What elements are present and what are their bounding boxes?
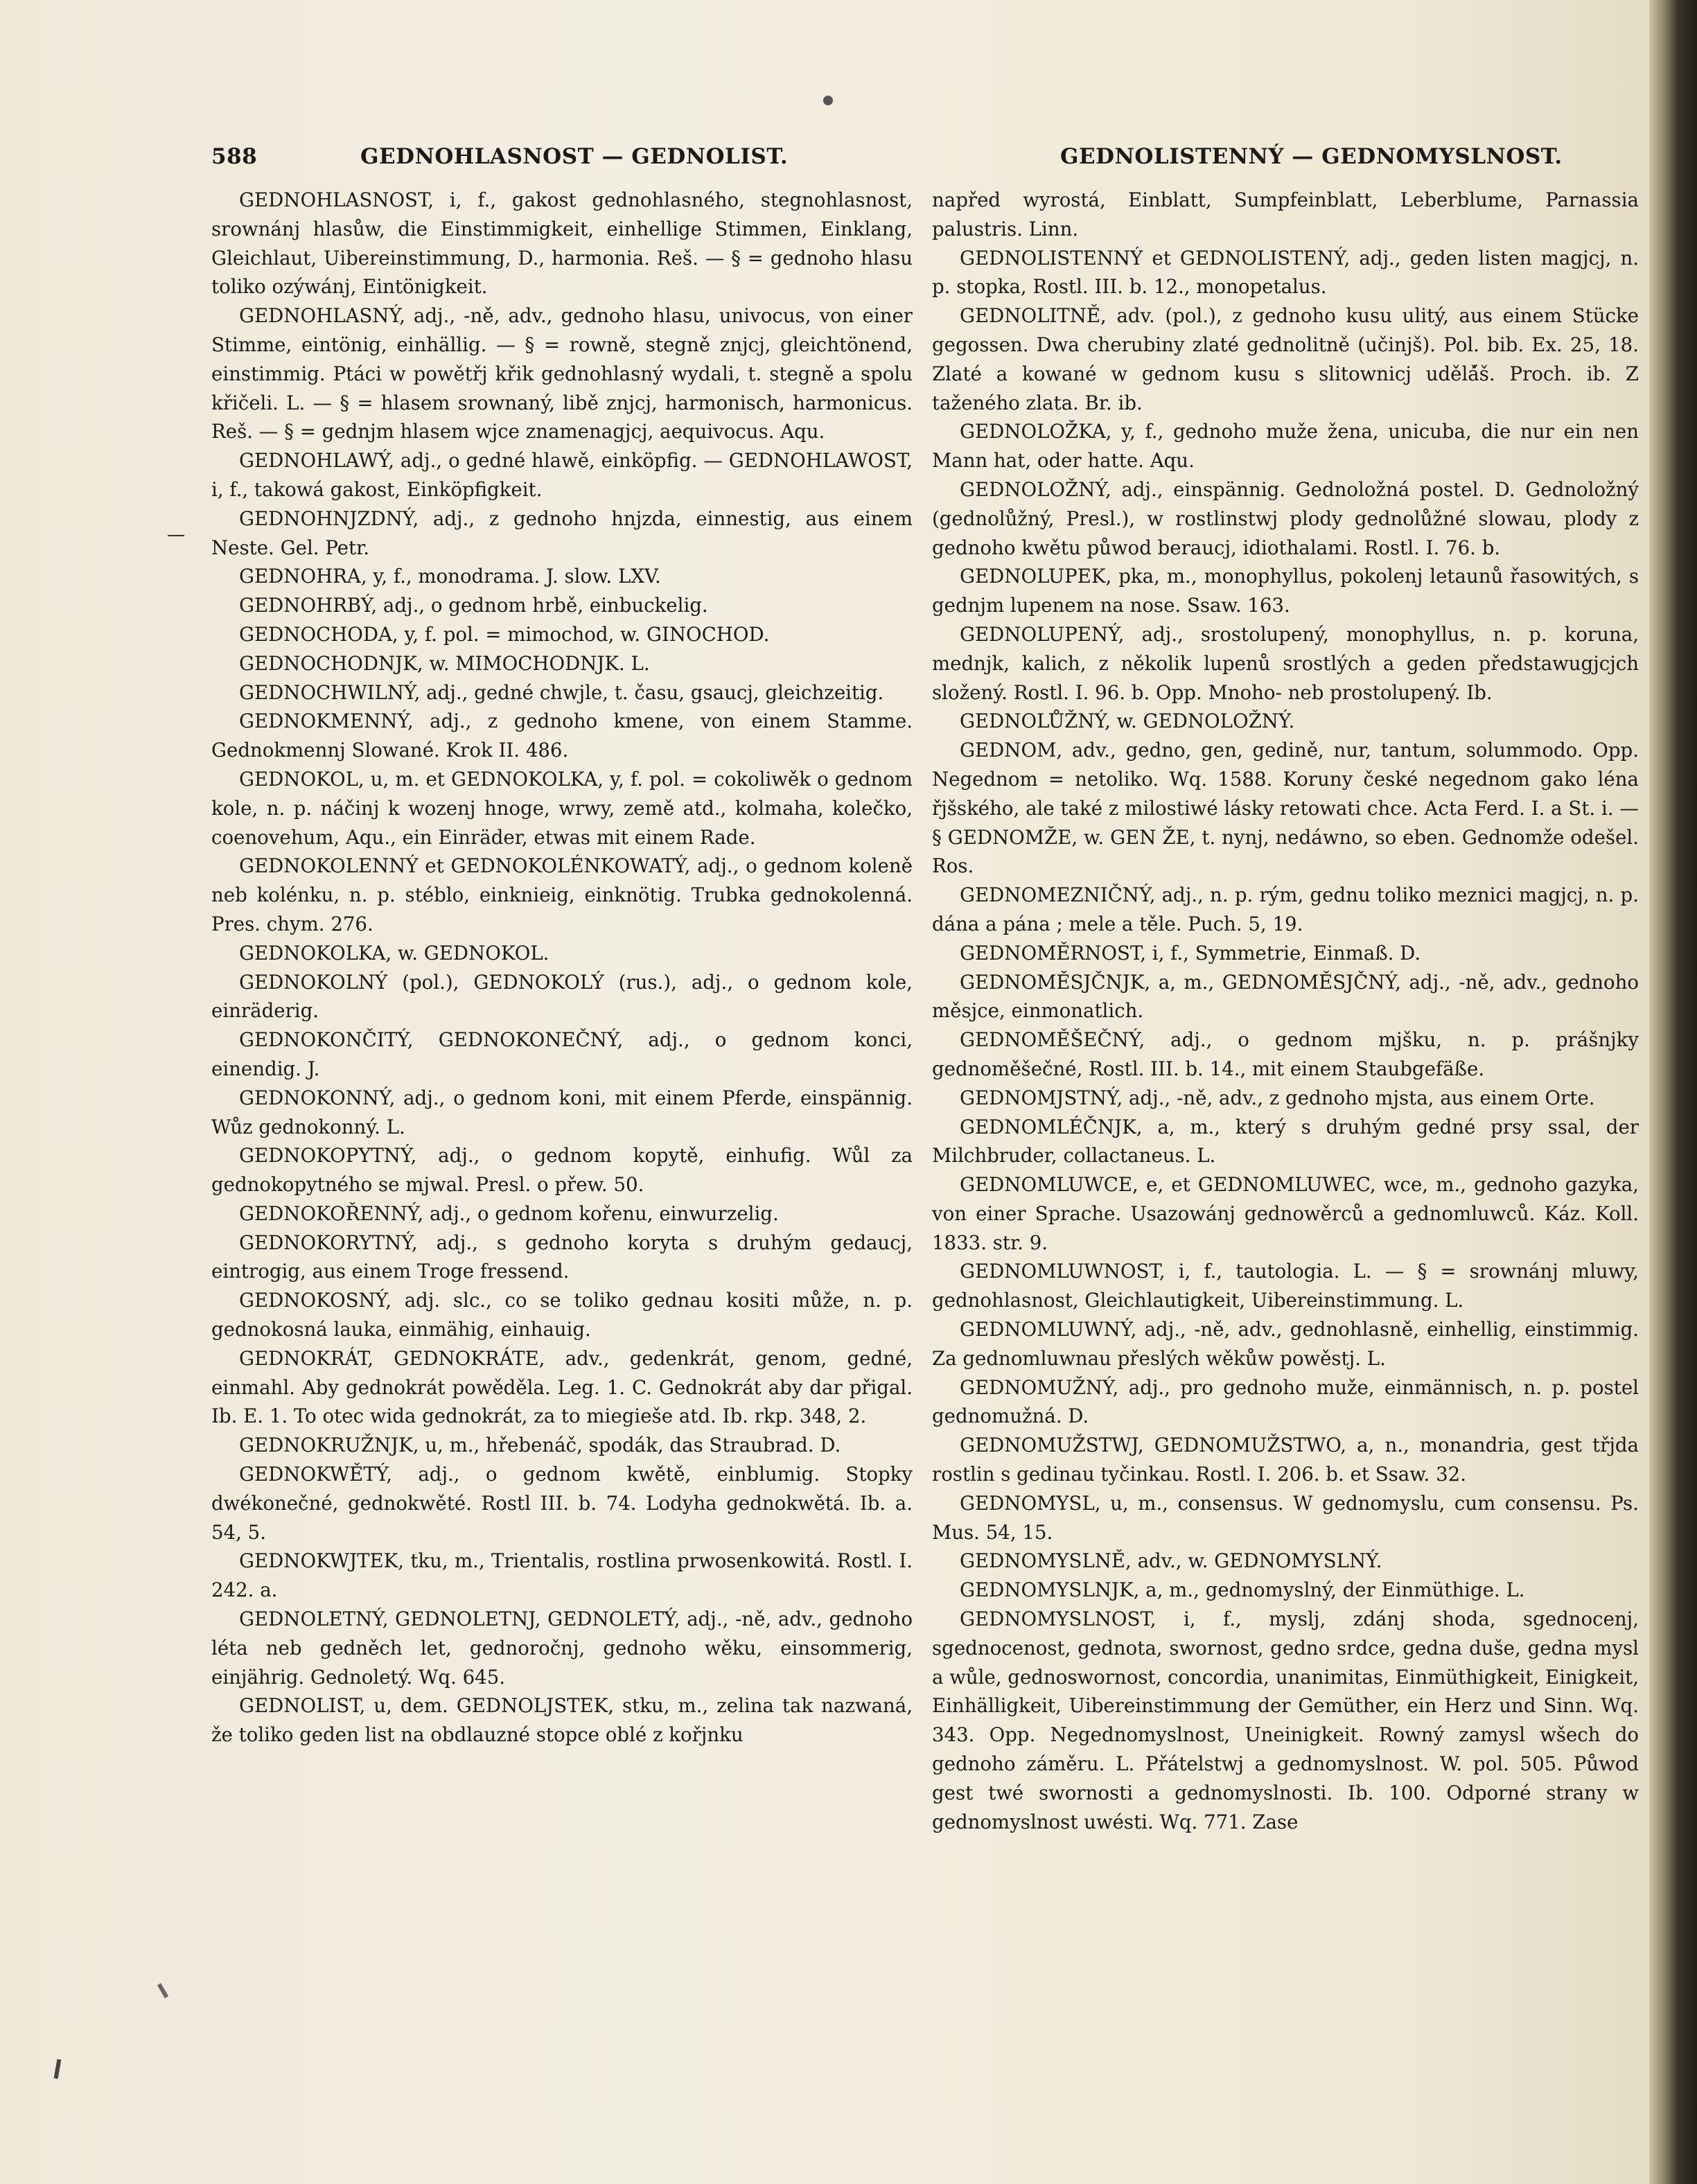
entry: GEDNOLETNÝ, GEDNOLETNJ, GEDNOLETÝ, adj., -ně, adv., gednoho léta neb gedněch let, gednoročnj, gednoho wěku, einsommerig, einjährig. Gednoletý. Wq. 645. (211, 1608, 913, 1689)
left-running-head: GEDNOHLASNOST — GEDNOLIST. (360, 144, 789, 169)
ink-spot (823, 96, 833, 105)
entry: GEDNOCHODNJK, w. MIMOCHODNJK. L. (239, 651, 650, 675)
entry: GEDNOKOL, u, m. et GEDNOKOLKA, y, f. pol. = cokoliwěk o gednom kole, n. p. náčinj k wozenj hnoge, wrwy, země atd., kolmaha, kolečko, coenovehum, Aqu., ein Einräder, etwas mit einem Rade. (211, 767, 913, 849)
entry: GEDNOMYSL, u, m., consensus. W gednomyslu, cum consensu. Ps. Mus. 54, 15. (932, 1491, 1639, 1544)
entry: GEDNOKONNÝ, adj., o gednom koni, mit einem Pferde, einspännig. Wůz gednokonný. L. (211, 1086, 913, 1138)
entry: GEDNOMYSLNĚ, adv., w. GEDNOMYSLNÝ. (960, 1549, 1382, 1573)
entry: GEDNOMJSTNÝ, adj., -ně, adv., z gednoho mjsta, aus einem Orte. (960, 1086, 1595, 1109)
page-number: 588 (211, 144, 258, 169)
entry: GEDNOHRBÝ, adj., o gednom hrbě, einbuckelig. (239, 594, 708, 617)
entry: GEDNOM, adv., gedno, gen, gedině, nur, tantum, solummodo. Opp. Negednom = netoliko. Wq. 1588. Koruny české negednom gako léna řjšského, ale také z milostiwé lásky retowati chce. Acta Ferd. I. a St. i. — § GEDNOMŽE, w. GEN ŽE, t. nynj, nedáwno, so eben. Gednomže odešel. Ros. (932, 739, 1639, 878)
entry: GEDNOKONČITÝ, GEDNOKONEČNÝ, adj., o gednom konci, einendig. J. (211, 1028, 913, 1080)
entry: GEDNOKOPYTNÝ, adj., o gednom kopytě, einhufig. Wůl za gednokopytného se mjwal. Presl. o přew. 50. (211, 1144, 913, 1197)
entry: GEDNOMĚRNOST, i, f., Symmetrie, Einmaß. D. (960, 941, 1421, 965)
margin-mark-lower (157, 1983, 168, 1998)
entry: GEDNOHLAWÝ, adj., o gedné hlawě, einköpfig. — GEDNOHLAWOST, i, f., takowá gakost, Einköpfigkeit. (211, 449, 913, 501)
entry: GEDNOCHODA, y, f. pol. = mimochod, w. GINOCHOD. (239, 622, 770, 646)
entry: GEDNOLISTENNÝ et GEDNOLISTENÝ, adj., geden listen magjcj, n. p. stopka, Rostl. III. b. 12., monopetalus. (932, 246, 1639, 299)
right-column (932, 186, 1639, 1836)
entry: GEDNOMLUWCE, e, et GEDNOMLUWEC, wce, m., gednoho gazyka, von einer Sprache. Usazowánj gednowěrců a gednomluwců. Káz. Koll. 1833. str. 9. (932, 1173, 1639, 1254)
entry: GEDNOLUPENÝ, adj., srostolupený, monophyllus, n. p. koruna, mednjk, kalich, z několik lupenů srostlých a geden předstawugjcjch složený. Rostl. I. 96. b. Opp. Mnoho- neb prostolupený. Ib. (932, 622, 1639, 704)
entry: GEDNOHLASNOST, i, f., gakost gednohlasného, stegnohlasnost, srownánj hlasůw, die Einstimmigkeit, einhellige Stimmen, Einklang, Gleichlaut, Uibereinstimmung, D., harmonia. Reš. — § = gednoho hlasu toliko ozýwánj, Eintönigkeit. (211, 188, 913, 299)
entry: GEDNOKOLENNÝ et GEDNOKOLÉNKOWATÝ, adj., o gednom koleně neb kolénku, n. p. stéblo, einknieig, einknötig. Trubka gednokolenná. Pres. chym. 276. (211, 854, 913, 935)
entry: GEDNOKWJTEK, tku, m., Trientalis, rostlina prwosenkowitá. Rostl. I. 242. a. (211, 1549, 913, 1602)
entry: GEDNOMLUWNOST, i, f., tautologia. L. — § = srownánj mluwy, gednohlasnost, Gleichlautigkeit, Uibereinstimmung. L. (932, 1260, 1639, 1312)
entry: GEDNOMEZNIČNÝ, adj., n. p. rým, gednu toliko meznici magjcj, n. p. dána a pána ; mele a těle. Puch. 5, 19. (932, 883, 1639, 935)
entry: GEDNOMUŽSTWJ, GEDNOMUŽSTWO, a, n., monandria, gest třjda rostlin s gedinau tyčinkau. Rostl. I. 206. b. et Ssaw. 32. (932, 1434, 1639, 1486)
left-column (211, 186, 913, 1750)
entry: GEDNOKOLNÝ (pol.), GEDNOKOLÝ (rus.), adj., o gednom kole, einräderig. (211, 970, 913, 1023)
book-spine-edge (1649, 0, 1697, 2184)
entry: GEDNOKRUŽNJK, u, m., hřebenáč, spodák, das Straubrad. D. (239, 1434, 841, 1457)
entry: GEDNOMUŽNÝ, adj., pro gednoho muže, einmännisch, n. p. postel gednomužná. D. (932, 1375, 1639, 1428)
entry: GEDNOLIST, u, dem. GEDNOLJSTEK, stku, m., zelina tak nazwaná, že toliko geden list na obdlauzné stopce oblé z kořjnku (211, 1694, 913, 1747)
entry: GEDNOKORYTNÝ, adj., s gednoho koryta s druhým gedaucj, eintrogig, aus einem Troge fressend. (211, 1231, 913, 1283)
margin-mark (168, 535, 184, 536)
entry: GEDNOLITNĚ, adv. (pol.), z gednoho kusu ulitý, aus einem Stücke gegossen. Dwa cherubiny zlaté gednolitně (učinjš). Pol. bib. Ex. 25, 18. Zlaté a kowané w gednom kusu s slitownicj udělá̌š. Proch. ib. Z taženého zlata. Br. ib. (932, 304, 1639, 414)
entry: GEDNOHNJZDNÝ, adj., z gednoho hnjzda, einnestig, aus einem Neste. Gel. Petr. (211, 507, 913, 559)
margin-mark-bottom (54, 2059, 62, 2079)
entry: GEDNOMYSLNOST, i, f., myslj, zdánj shoda, sgednocenj, sgednocenost, gednota, swornost, gedno srdce, gedna duše, gedna mysl a wůle, gednoswornost, concordia, unanimitas, Einmüthigkeit, Einigkeit, Einhälligkeit, Uibereinstimmung der Gemüther, ein Herz und Sinn. Wq. 343. Opp. Negednomyslnost, Uneinigkeit. Rowný zamysl wšech do gednoho záměru. L. Přátelstwj a gednomyslnost. W. pol. 505. Půwod gest twé swornosti a gednomyslnosti. Ib. 100. Odporné strany w gednomyslnost uwésti. Wq. 771. Zase (932, 1608, 1639, 1833)
entry: GEDNOKOŘENNÝ, adj., o gednom kořenu, einwurzelig. (239, 1201, 779, 1225)
entry: GEDNOKOSNÝ, adj. slc., co se toliko gednau kositi může, n. p. gednokosná lauka, einmähig, einhauig. (211, 1289, 913, 1341)
entry: GEDNOMLÉČNJK, a, m., který s druhým gedné prsy ssal, der Milchbruder, collactaneus. L. (932, 1115, 1639, 1168)
entry: GEDNOKMENNÝ, adj., z gednoho kmene, von einem Stamme. Gednokmennj Slowané. Krok II. 486. (211, 710, 913, 762)
entry: GEDNOMYSLNJK, a, m., gednomyslný, der Einmüthige. L. (960, 1578, 1525, 1602)
entry: GEDNOMĚŠEČNÝ, adj., o gednom mjšku, n. p. prášnjky gednoměšečné, Rostl. III. b. 14., mit einem Staubgefäße. (932, 1028, 1639, 1080)
entry: GEDNOMLUWNÝ, adj., -ně, adv., gednohlasně, einhellig, einstimmig. Za gednomluwnau přeslých wěkůw powěstj. L. (932, 1318, 1639, 1370)
entry: GEDNOLUPEK, pka, m., monophyllus, pokolenj letaunů řasowitých, s gednjm lupenem na nose. Ssaw. 163. (932, 565, 1639, 617)
entry-continuation: napřed wyrostá, Einblatt, Sumpfeinblatt, Leberblume, Parnassia palustris. Linn. (932, 188, 1639, 240)
entry: GEDNOCHWILNÝ, adj., gedné chwjle, t. času, gsaucj, gleichzeitig. (239, 680, 884, 704)
entry: GEDNOKOLKA, w. GEDNOKOL. (239, 941, 549, 965)
entry: GEDNOKRÁT, GEDNOKRÁTE, adv., gedenkrát, genom, gedné, einmahl. Aby gednokrát powěděla. Leg. 1. C. Gednokrát aby dar přigal. Ib. E. 1. To otec wida gednokrát, za to miegieše atd. Ib. rkp. 348, 2. (211, 1346, 913, 1428)
right-running-head: GEDNOLISTENNÝ — GEDNOMYSLNOST. (1060, 144, 1563, 169)
entry: GEDNOLOŽNÝ, adj., einspännig. Gednoložná postel. D. Gednoložný (gednolůžný, Presl.), w rostlinstwj plody gednolůžné slowau, plody z gednoho kwětu půwod beraucj, idiothalami. Rostl. I. 76. b. (932, 477, 1639, 559)
entry: GEDNOMĚSJČNJK, a, m., GEDNOMĚSJČNÝ, adj., -ně, adv., gednoho měsjce, einmonatlich. (932, 970, 1639, 1023)
entry: GEDNOHRA, y, f., monodrama. J. slow. LXV. (239, 565, 661, 588)
entry: GEDNOHLASNÝ, adj., -ně, adv., gednoho hlasu, univocus, von einer Stimme, eintönig, einhällig. — § = rowně, stegně znjcj, gleichtönend, einstimmig. Ptáci w powětřj křik gednohlasný wydali, t. stegně a spolu křičeli. L. — § = hlasem srownaný, libě znjcj, harmonisch, harmonicus. Reš. — § = gednjm hlasem wjce znamenagjcj, aequivocus. Aqu. (211, 304, 913, 443)
entry: GEDNOLOŽKA, y, f., gednoho muže žena, unicuba, die nur ein nen Mann hat, oder hatte. Aqu. (932, 420, 1639, 473)
entry: GEDNOKWĚTÝ, adj., o gednom kwětě, einblumig. Stopky dwékonečné, gednokwěté. Rostl III. b. 74. Lodyha gednokwětá. Ib. a. 54, 5. (211, 1463, 913, 1544)
entry: GEDNOLŮŽNÝ, w. GEDNOLOŽNÝ. (960, 710, 1295, 733)
